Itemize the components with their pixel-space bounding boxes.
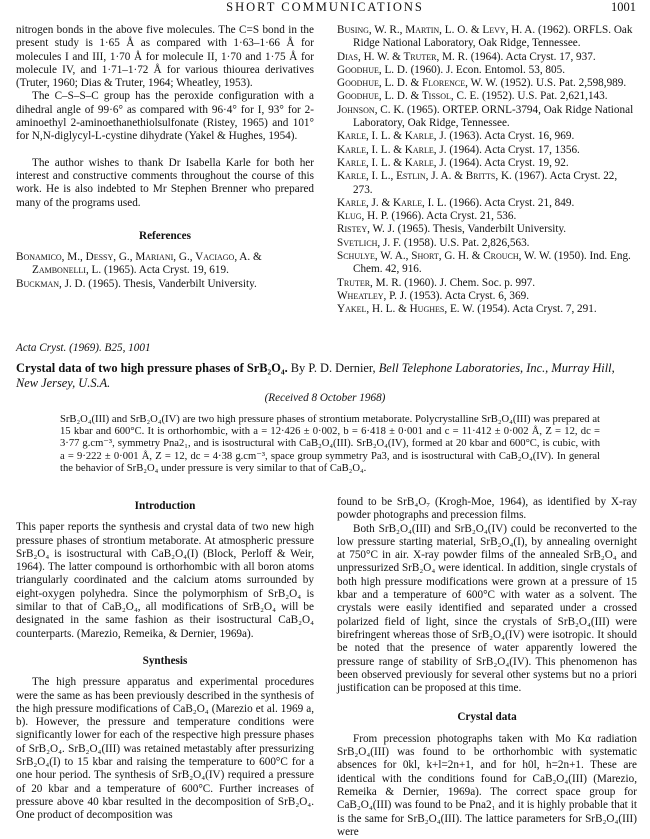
reference-item: [337, 290, 637, 303]
reference-author: Karle, I. L. & Karle, J.: [337, 143, 447, 156]
abstract: [60, 414, 600, 475]
reference-item: [16, 251, 314, 278]
reference-detail: (1965). Thesis, Vanderbilt University.: [394, 223, 567, 236]
reference-author: Goodhue, L. D.: [337, 63, 408, 76]
left-column-top: [16, 24, 314, 291]
reference-author: Goodhue, L. D. & Florence, W. W.: [337, 77, 498, 90]
reference-detail: (1964). Acta Cryst. 19, 92.: [446, 156, 569, 169]
reference-detail: (1958). U.S. Pat. 2,826,563.: [401, 236, 530, 249]
reference-item: [337, 157, 637, 170]
running-title: SHORT COMMUNICATIONS: [226, 0, 424, 14]
reference-item: [337, 277, 637, 290]
received-date: (Received 8 October 1968): [264, 392, 386, 404]
reference-author: Truter, M. R.: [337, 276, 402, 289]
reference-item: [337, 197, 637, 210]
reference-author: Karle, I. L. & Karle, J.: [337, 156, 447, 169]
reference-author: Karle, I. L. & Karle, J.: [337, 130, 447, 143]
reference-author: Karle, J. & Karle, I. L.: [337, 196, 447, 209]
reference-list: [337, 24, 637, 317]
paragraph: The high pressure apparatus and experimental procedures were the same as has been previously described in the synthesis of the high pressure modifications of CaB₂O₄ (Marezio et al. 1969 a, b). However, the pressure and temperature conditions were significantly lower for each of the respective high pressure phases of SrB₂O₄. SrB₂O₄(III) was retained metastably after pressurizing SrB₂O₄(I) to 15 kbar and raising the temperature to 600°C for a one hour period. The synthesis of SrB₂O₄(IV) required a pressure of 20 kbar and a temperature of 600°C. Further increases of pressure above 40 kbar resulted in the decomposition of SrB₂O₄. One product of decomposition was: [16, 676, 314, 822]
paragraph: found to be SrB₄O₇ (Krogh-Moe, 1964), as identified by X-ray powder photographs and precession films.: [337, 496, 637, 522]
reference-detail: (1966). Acta Cryst. 21, 536.: [388, 210, 517, 223]
reference-item: [337, 77, 637, 90]
reference-author: Ristey, W. J.: [337, 223, 395, 236]
paragraph: From precession photographs taken with Mo Kα radiation SrB₂O₄(III) was found to be orthorhombic with systematic absences for 0kl, k+l=2n+1, and for h0l, h=2n+1. These are identical with the conditions found for CaB₂O₄(III) (Marezio, Remeika & Dernier, 1969a). The correct space group for CaB₂O₄(III) was found to be Pna2₁ and it is highly probable that it is the same for SrB₂O₄(III). The lattice parameters for SrB₂O₄(III) were: [337, 732, 637, 838]
acknowledgement-paragraph: The author wishes to thank Dr Isabella Karle for both her interest and constructive comments throughout the course of this work. He is also indebted to Mr Stephen Brenner who prepared many of the programs used.: [16, 156, 314, 209]
reference-item: [337, 51, 637, 64]
reference-detail: (1965). Acta Cryst. 19, 619.: [101, 264, 229, 277]
paragraph: Both SrB₂O₄(III) and SrB₂O₄(IV) could be reconverted to the low pressure starting material, SrB₂O₄(I), by annealing overnight at 750°C in air. X-ray powder films of the annealed SrB₂O₄ and unpressurized SrB₂O₄ were identical. In addition, single crystals of both high pressure modifications were grown at a pressure of 15 kbar and a temperature of 600°C with water as a solvent. The crystals were easily identified and separated under a crossed polarized field of light, since the crystals of SrB₂O₄(III) were birefringent whereas those of SrB₂O₄(IV) were isotropic. It should be noted that the presence of water apparently lowered the pressure range of stability of SrB₂O₄(IV). This phenomenon has been observed previously for several other systems but no a priori justification can be proposed at this time.: [337, 522, 637, 695]
paragraph: This paper reports the synthesis and crystal data of two new high pressure phases of strontium metaborate. At atmospheric pressure SrB₂O₄ is isostructural with CaB₂O₄(I) (Block, Perloff & Weir, 1964). The latter compound is orthorhombic with all boron atoms triangularly coordinated and the calcium atoms surrounded by eight-oxygen polyhedra. Since the polymorphism of SrB₂O₄ is similar to that of CaB₂O₄, all modifications of SrB₂O₄ will be designated in the same fashion as their isostructural CaB₂O₄ counterparts. (Marezio, Remeika, & Dernier, 1969a).: [16, 521, 314, 640]
article-title: Crystal data of two high pressure phases of SrB₂O₄.: [16, 361, 288, 375]
reference-item: [337, 223, 637, 236]
reference-detail: (1963). Acta Cryst. 16, 969.: [446, 130, 575, 143]
reference-item: [337, 250, 637, 277]
reference-author: Wheatley, P. J.: [337, 289, 407, 302]
reference-author: Klug, H. P.: [337, 210, 389, 223]
article-title-block: [16, 361, 636, 391]
reference-author: Goodhue, L. D. & Tissol, C. E.: [337, 90, 480, 103]
reference-detail: (1960). J. Chem. Soc. p. 997.: [401, 276, 536, 289]
left-column-bottom: [16, 500, 314, 823]
reference-detail: (1964). Acta Cryst. 17, 937.: [467, 50, 596, 63]
reference-item: [337, 90, 637, 103]
reference-item: [337, 237, 637, 250]
paragraph: The C–S–S–C group has the peroxide configuration with a dihedral angle of 99·6° as compared with 96·4° for I, 93° for 2-aminoethyl 2-aminoethanethiolsulfonate (Ristey, 1965) and 101° for N,N-diglycyl-L-cystine dihydrate (Yakel & Hughes, 1954).: [16, 90, 314, 143]
reference-detail: (1960). J. Econ. Entomol. 53, 805.: [407, 63, 565, 76]
reference-item: [337, 303, 637, 316]
reference-author: Dias, H. W. & Truter, M. R.: [337, 50, 468, 63]
reference-item: [16, 278, 314, 291]
reference-item: [337, 24, 637, 51]
reference-author: Bonamico, M., Dessy, G., Mariani, G., Vaciago, A. & Zambonelli, L.: [16, 251, 262, 277]
right-column-top: [337, 24, 637, 317]
crystal-data-heading: Crystal data: [457, 711, 517, 724]
reference-detail: (1967). Acta Cryst. 22, 273.: [353, 170, 618, 196]
introduction-heading: Introduction: [134, 500, 196, 512]
article-byline: By P. D. Dernier,: [287, 361, 379, 375]
reference-author: Yakel, H. L. & Hughes, E. W.: [337, 303, 475, 316]
reference-detail: (1966). Acta Cryst. 21, 849.: [446, 196, 575, 209]
abstract-text: SrB₂O₄(III) and SrB₂O₄(IV) are two high pressure phases of strontium metaborate. Polycrystalline SrB₂O₄(III) was prepared at 15 kbar and 600°C. It is orthorhombic, with a = 12·426 ± 0·002, b = 6·418 ± 0·001 and c = 11·412 ± 0·002 Å, Z = 12, dc = 3·77 g.cm⁻³, symmetry Pna2₁, and is isostructural with CaB₂O₄(III). SrB₂O₄(IV), formed at 20 kbar and 600°C, is cubic, with a = 9·222 ± 0·001 Å, Z = 12, dc = 4·38 g.cm⁻³, space group symmetry Pa3, and is isostructural with CaB₂O₄(IV). In general the behavior of SrB₂O₄ under pressure is very similar to that of CaB₂O₄.: [60, 414, 600, 474]
reference-item: [337, 144, 637, 157]
reference-detail: (1964). Acta Cryst. 17, 1356.: [446, 143, 580, 156]
reference-item: [337, 130, 637, 143]
paragraph: nitrogen bonds in the above five molecules. The C=S bond in the present study is 1·65 Å as compared with 1·63–1·66 Å for molecules I and III, 1·70 Å for molecule II, 1·70 and 1·75 Å for molecule IV, and 1·71–1·72 Å for various thiourea derivatives (Truter, 1960; Dias & Truter, 1964; Wheatley, 1953).: [16, 24, 314, 90]
reference-detail: (1952). U.S. Pat. 2,598,989.: [497, 77, 627, 90]
right-column-bottom: [337, 496, 637, 839]
reference-detail: (1952). U.S. Pat. 2,621,143.: [479, 90, 608, 103]
reference-item: [337, 64, 637, 77]
reference-author: Schulye, W. A., Short, G. H. & Crouch, W. W.: [337, 250, 552, 263]
reference-detail: (1950). Ind. Eng. Chem. 42, 916.: [353, 250, 631, 276]
reference-detail: (1965). Thesis, Vanderbilt University.: [85, 277, 257, 290]
reference-detail: (1954). Acta Cryst. 7, 291.: [474, 303, 597, 316]
reference-detail: (1965). ORTEP. ORNL-3794, Oak Ridge National Laboratory, Oak Ridge, Tennessee.: [353, 103, 634, 130]
reference-author: Buckman, J. D.: [16, 277, 86, 290]
references-heading: References: [139, 229, 191, 242]
reference-item: [337, 104, 637, 131]
reference-detail: (1953). Acta Cryst. 6, 369.: [406, 289, 529, 302]
reference-item: [337, 170, 637, 197]
reference-author: Busing, W. R., Martin, L. O. & Levy, H. A.: [337, 24, 536, 36]
reference-author: Karle, I. L., Estlin, J. A. & Britts, K.: [337, 170, 512, 183]
reference-author: Johnson, C. K.: [337, 103, 405, 116]
page-header: [0, 0, 650, 18]
journal-reference: Acta Cryst. (1969). B25, 1001: [16, 342, 151, 354]
article-affiliation: Bell Telephone Laboratories, Inc., Murray Hill, New Jersey, U.S.A.: [16, 361, 615, 390]
reference-item: [337, 210, 637, 223]
page-number: 1001: [611, 0, 636, 14]
synthesis-heading: Synthesis: [142, 654, 188, 667]
reference-author: Svetlich, J. F.: [337, 236, 402, 249]
reference-detail: (1962). ORFLS. Oak Ridge National Laboratory, Oak Ridge, Tennessee.: [353, 24, 633, 50]
reference-list: [16, 251, 314, 291]
